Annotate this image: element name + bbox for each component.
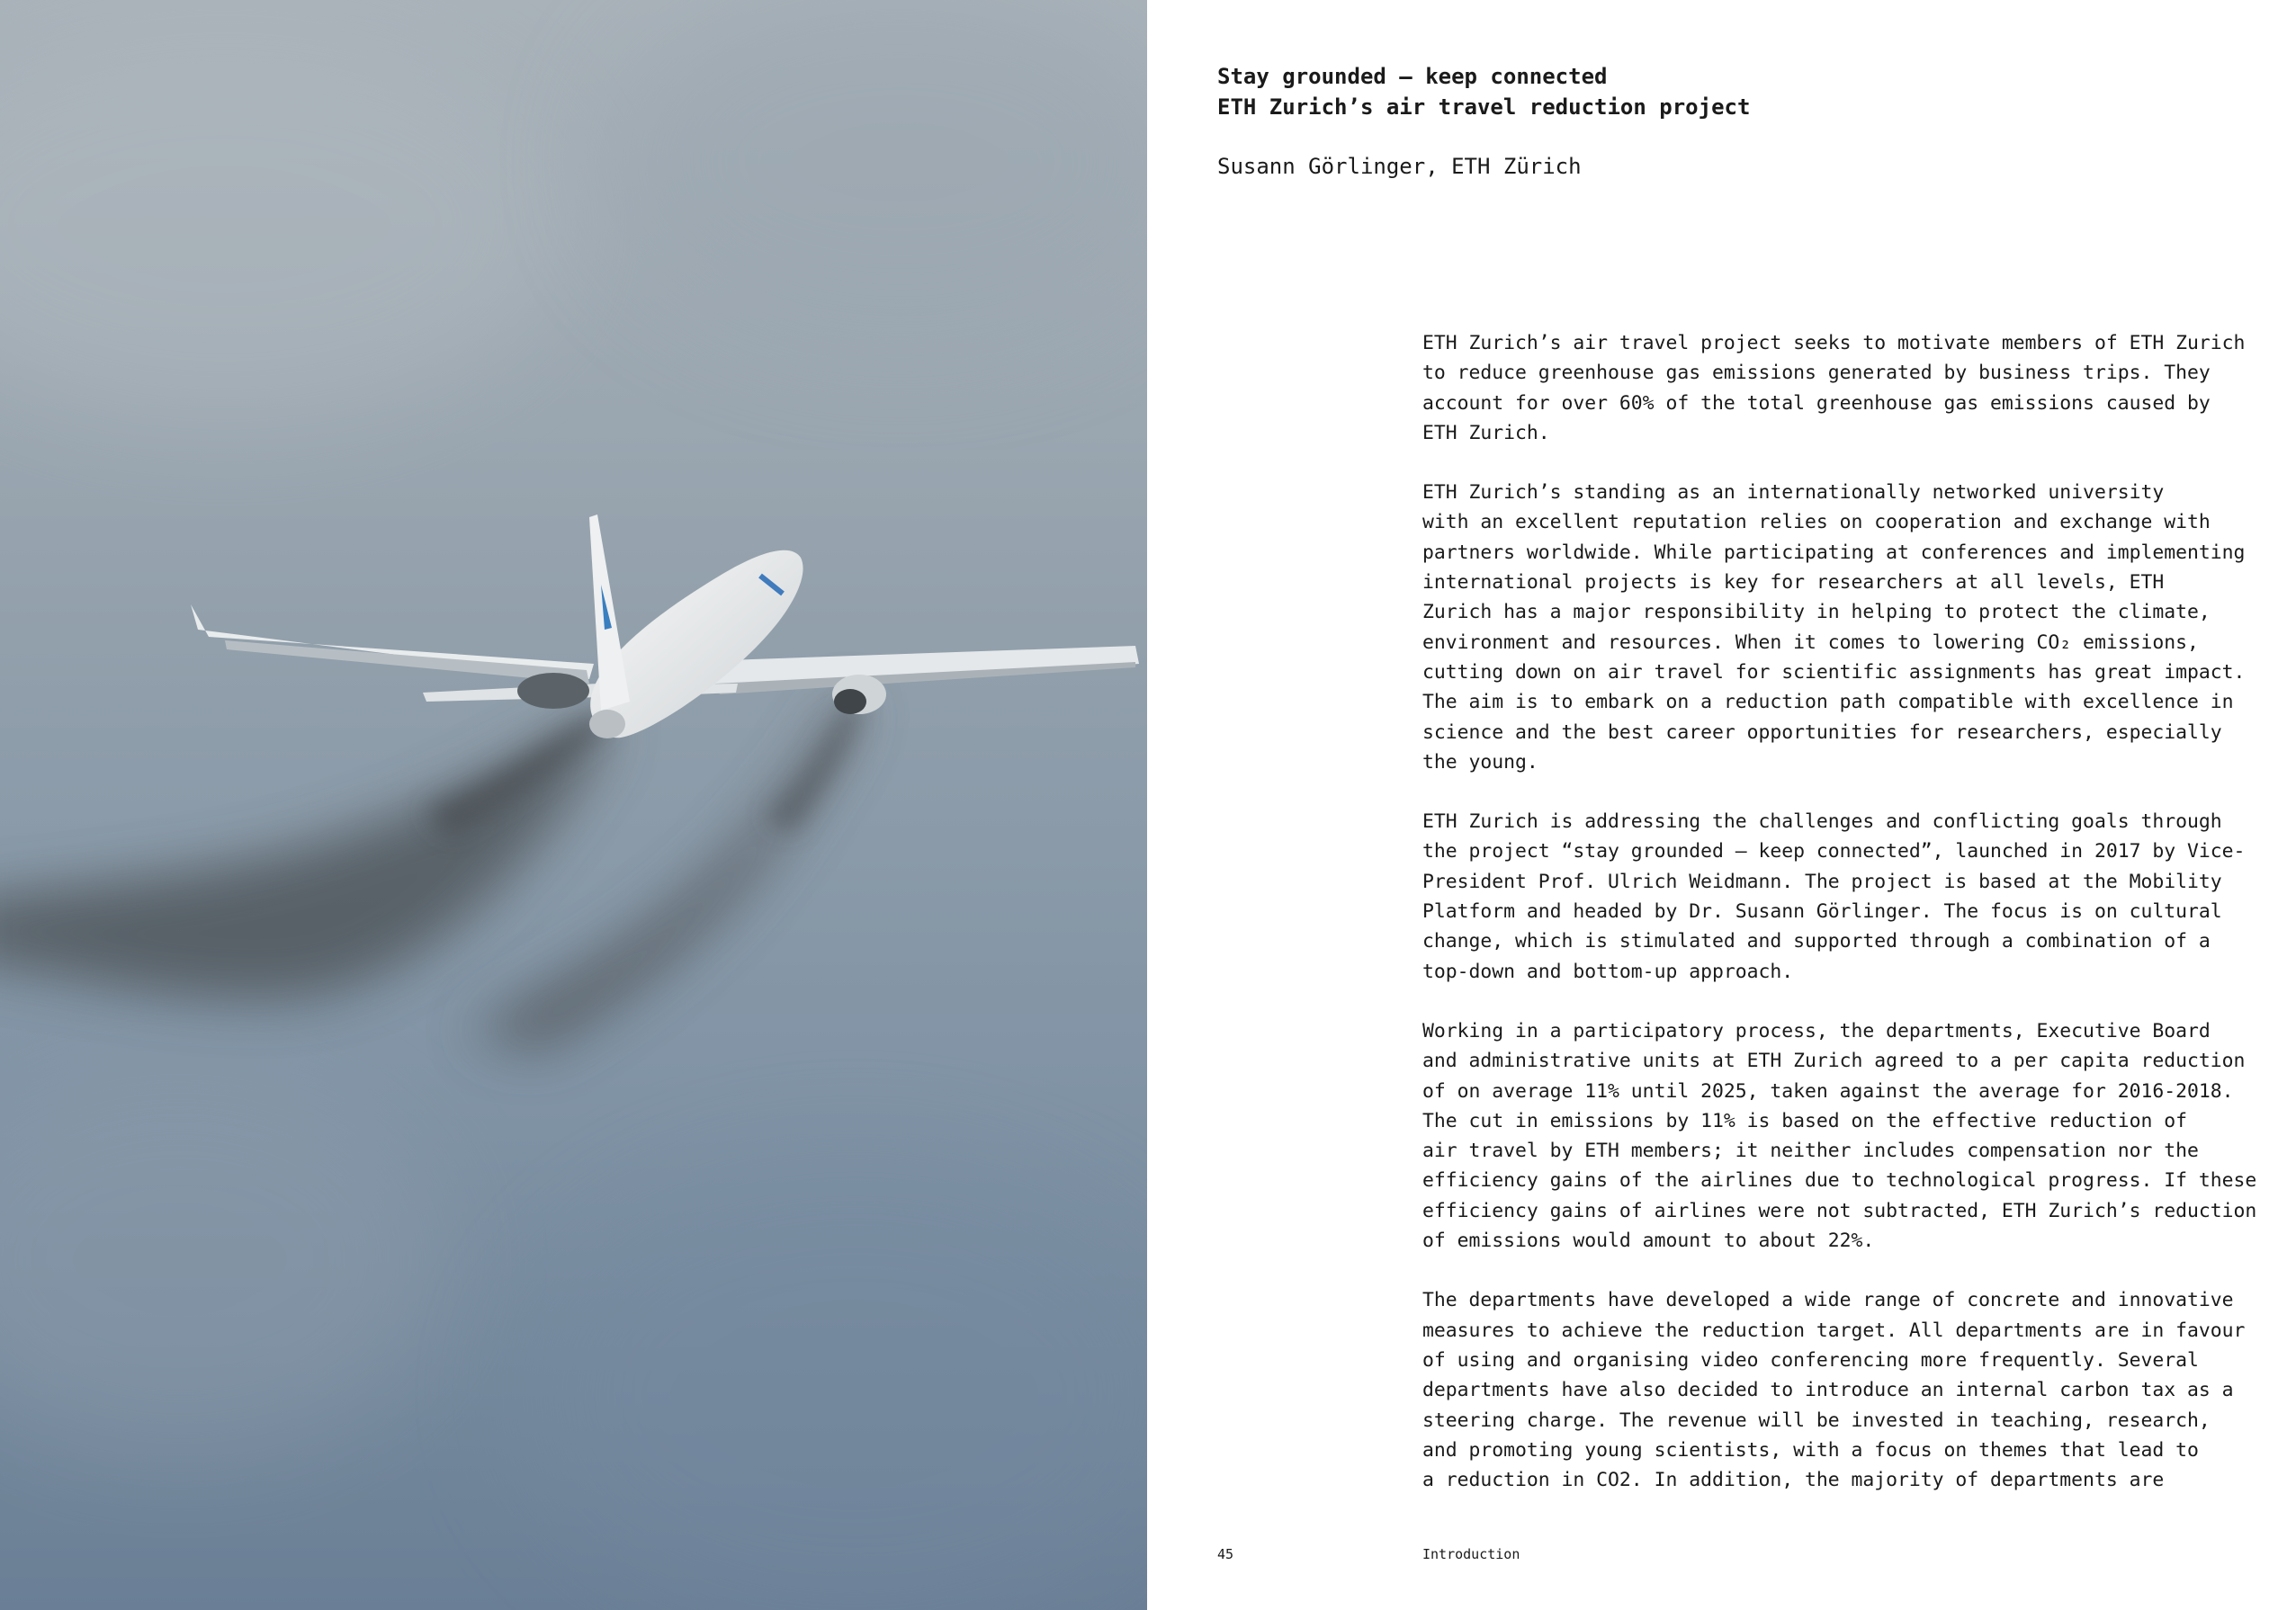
text-line: The aim is to embark on a reduction path compatible with excellence in [1422, 691, 2234, 714]
text-line: the project “stay grounded – keep connected”, launched in 2017 by Vice- [1422, 840, 2246, 863]
text-line: cutting down on air travel for scientific assignments has great impact. [1422, 660, 2246, 684]
text-line: ETH Zurich’s air travel project seeks to motivate members of ETH Zurich [1422, 332, 2246, 354]
text-line: Zurich has a major responsibility in helping to protect the climate, [1422, 601, 2211, 624]
text-line: Platform and headed by Dr. Susann Görlinger. The focus is on cultural [1422, 900, 2222, 924]
article-title [1217, 61, 2252, 122]
text-line: of using and organising video conferencing more frequently. Several [1422, 1348, 2199, 1372]
text-line: a reduction in CO2. In addition, the majority of departments are [1422, 1469, 2165, 1492]
text-line: departments have also decided to introduce an internal carbon tax as a [1422, 1379, 2234, 1402]
text-line: efficiency gains of airlines were not subtracted, ETH Zurich’s reduction [1422, 1199, 2257, 1222]
text-line: account for over 60% of the total greenhouse gas emissions caused by [1422, 391, 2211, 415]
title-line: ETH Zurich’s air travel reduction project [1217, 94, 1751, 120]
article-body [1422, 328, 2268, 1525]
text-line: measures to achieve the reduction target. All departments are in favour [1422, 1319, 2246, 1342]
section-label: Introduction [1422, 1546, 1520, 1562]
text-line: ETH Zurich. [1422, 421, 1550, 444]
paragraph [1422, 1285, 2268, 1495]
paragraph [1422, 807, 2268, 987]
text-line: partners worldwide. While participating at conferences and implementing [1422, 541, 2246, 564]
text-line: and promoting young scientists, with a focus on themes that lead to [1422, 1438, 2199, 1462]
text-line: of on average 11% until 2025, taken against the average for 2016-2018. [1422, 1079, 2234, 1103]
author-byline: Susann Görlinger, ETH Zürich [1217, 154, 1582, 179]
text-line: The cut in emissions by 11% is based on the effective reduction of [1422, 1109, 2187, 1132]
text-line: ETH Zurich’s standing as an internationally networked university [1422, 481, 2165, 505]
text-line: ETH Zurich is addressing the challenges and conflicting goals through [1422, 810, 2222, 834]
text-line: science and the best career opportunities for researchers, especially [1422, 720, 2222, 744]
text-line: top-down and bottom-up approach. [1422, 960, 1794, 983]
text-line: of emissions would amount to about 22%. [1422, 1230, 1875, 1253]
paragraph [1422, 478, 2268, 777]
text-line: and administrative units at ETH Zurich agreed to a per capita reduction [1422, 1050, 2246, 1073]
page-number: 45 [1217, 1546, 1234, 1562]
text-line: with an excellent reputation relies on cooperation and exchange with [1422, 511, 2211, 534]
text-line: The departments have developed a wide range of concrete and innovative [1422, 1289, 2234, 1312]
text-line: President Prof. Ulrich Weidmann. The project is based at the Mobility [1422, 870, 2222, 893]
text-line: the young. [1422, 750, 1538, 774]
paragraph [1422, 1016, 2268, 1256]
airplane-photo [0, 0, 1147, 1610]
text-line: environment and resources. When it comes to lowering CO₂ emissions, [1422, 631, 2199, 654]
text-line: steering charge. The revenue will be invested in teaching, research, [1422, 1409, 2211, 1432]
paragraph [1422, 328, 2268, 448]
text-line: to reduce greenhouse gas emissions generated by business trips. They [1422, 362, 2211, 385]
text-line: air travel by ETH members; it neither includes compensation nor the [1422, 1140, 2199, 1163]
text-line: efficiency gains of the airlines due to technological progress. If these [1422, 1169, 2257, 1193]
title-line: Stay grounded – keep connected [1217, 64, 1608, 89]
text-line: international projects is key for researchers at all levels, ETH [1422, 571, 2165, 595]
text-page [1147, 0, 2296, 1610]
text-line: change, which is stimulated and supported through a combination of a [1422, 930, 2211, 953]
text-line: Working in a participatory process, the departments, Executive Board [1422, 1019, 2211, 1042]
